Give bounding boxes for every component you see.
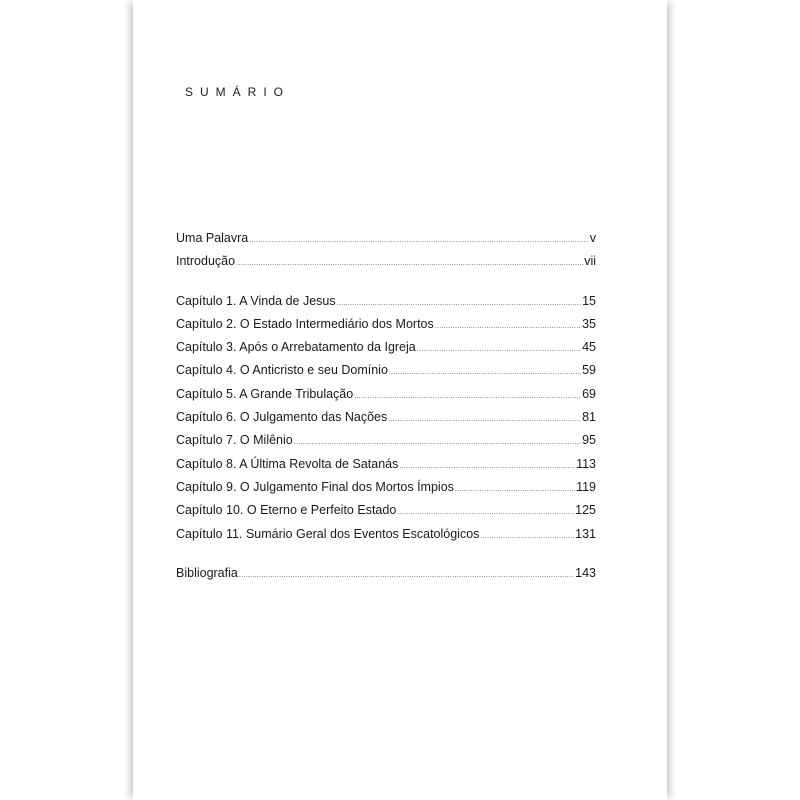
- toc-entry-page-number: v: [589, 231, 596, 245]
- dot-leader: [389, 369, 581, 376]
- dot-leader: [480, 533, 574, 540]
- toc-entry-label: Capítulo 2. O Estado Intermediário dos Mortos: [176, 316, 434, 331]
- toc-entry-page-number: 15: [582, 293, 596, 308]
- toc-entry-bibliografia: [176, 566, 596, 589]
- toc-entry-page-number: 59: [582, 363, 596, 378]
- toc-entry-label: Introdução: [176, 254, 236, 269]
- toc-entry-capitulo-7: [176, 433, 596, 456]
- dot-leader: [399, 463, 575, 470]
- page-title: SUMÁRIO: [185, 85, 291, 99]
- toc-entry-label: Capítulo 3. Após o Arrebatamento da Igreja: [176, 340, 416, 355]
- dot-leader: [294, 439, 581, 446]
- toc-entry-page-number: 45: [582, 340, 596, 355]
- toc-entry-page-number: 113: [576, 456, 596, 471]
- toc-entry-label: Bibliografia: [176, 565, 238, 580]
- toc-entry-label: Capítulo 6. O Julgamento das Nações: [176, 410, 388, 425]
- toc-entry-label: Capítulo 4. O Anticristo e seu Domínio: [176, 363, 388, 378]
- toc-entry-page-number: 95: [582, 433, 596, 448]
- dot-leader: [236, 260, 583, 267]
- toc-entry-capitulo-11: [176, 527, 596, 550]
- toc-entry-uma-palavra: [176, 231, 596, 254]
- book-page: [133, 0, 667, 800]
- toc-entry-page-number: 81: [582, 410, 596, 425]
- dot-leader: [239, 572, 574, 579]
- toc-entry-label: Capítulo 10. O Eterno e Perfeito Estado: [176, 503, 397, 518]
- toc-entry-capitulo-1: [176, 294, 596, 317]
- toc-entry-label: Uma Palavra: [176, 231, 249, 245]
- toc-entry-page-number: vii: [584, 254, 596, 269]
- toc-entry-page-number: 35: [582, 316, 596, 331]
- toc-entry-capitulo-8: [176, 457, 596, 480]
- toc-entry-capitulo-5: [176, 387, 596, 410]
- dot-leader: [388, 416, 581, 423]
- toc-entry-label: Capítulo 5. A Grande Tribulação: [176, 386, 354, 401]
- toc-entry-capitulo-6: [176, 410, 596, 433]
- dot-leader: [354, 393, 581, 400]
- toc-entry-label: Capítulo 7. O Milênio: [176, 433, 293, 448]
- dot-leader: [455, 486, 575, 493]
- toc-entry-label: Capítulo 1. A Vinda de Jesus: [176, 293, 336, 308]
- toc-entry-page-number: 143: [575, 565, 596, 580]
- dot-leader: [249, 237, 589, 244]
- table-of-contents: [176, 231, 596, 589]
- toc-entry-introducao: [176, 254, 596, 277]
- dot-leader: [435, 323, 581, 330]
- dot-leader: [417, 346, 581, 353]
- toc-entry-page-number: 125: [575, 503, 596, 518]
- toc-entry-page-number: 131: [575, 526, 596, 541]
- toc-entry-capitulo-3: [176, 340, 596, 363]
- toc-entry-capitulo-2: [176, 317, 596, 340]
- toc-entry-label: Capítulo 9. O Julgamento Final dos Mortos Ímpios: [176, 479, 454, 494]
- toc-entry-capitulo-9: [176, 480, 596, 503]
- toc-entry-capitulo-10: [176, 503, 596, 526]
- dot-leader: [337, 300, 581, 307]
- toc-entry-capitulo-4: [176, 363, 596, 386]
- toc-entry-page-number: 119: [576, 479, 596, 494]
- toc-entry-label: Capítulo 8. A Última Revolta de Satanás: [176, 456, 399, 471]
- dot-leader: [397, 509, 574, 516]
- toc-entry-label: Capítulo 11. Sumário Geral dos Eventos Escatológicos: [176, 526, 480, 541]
- toc-entry-page-number: 69: [582, 386, 596, 401]
